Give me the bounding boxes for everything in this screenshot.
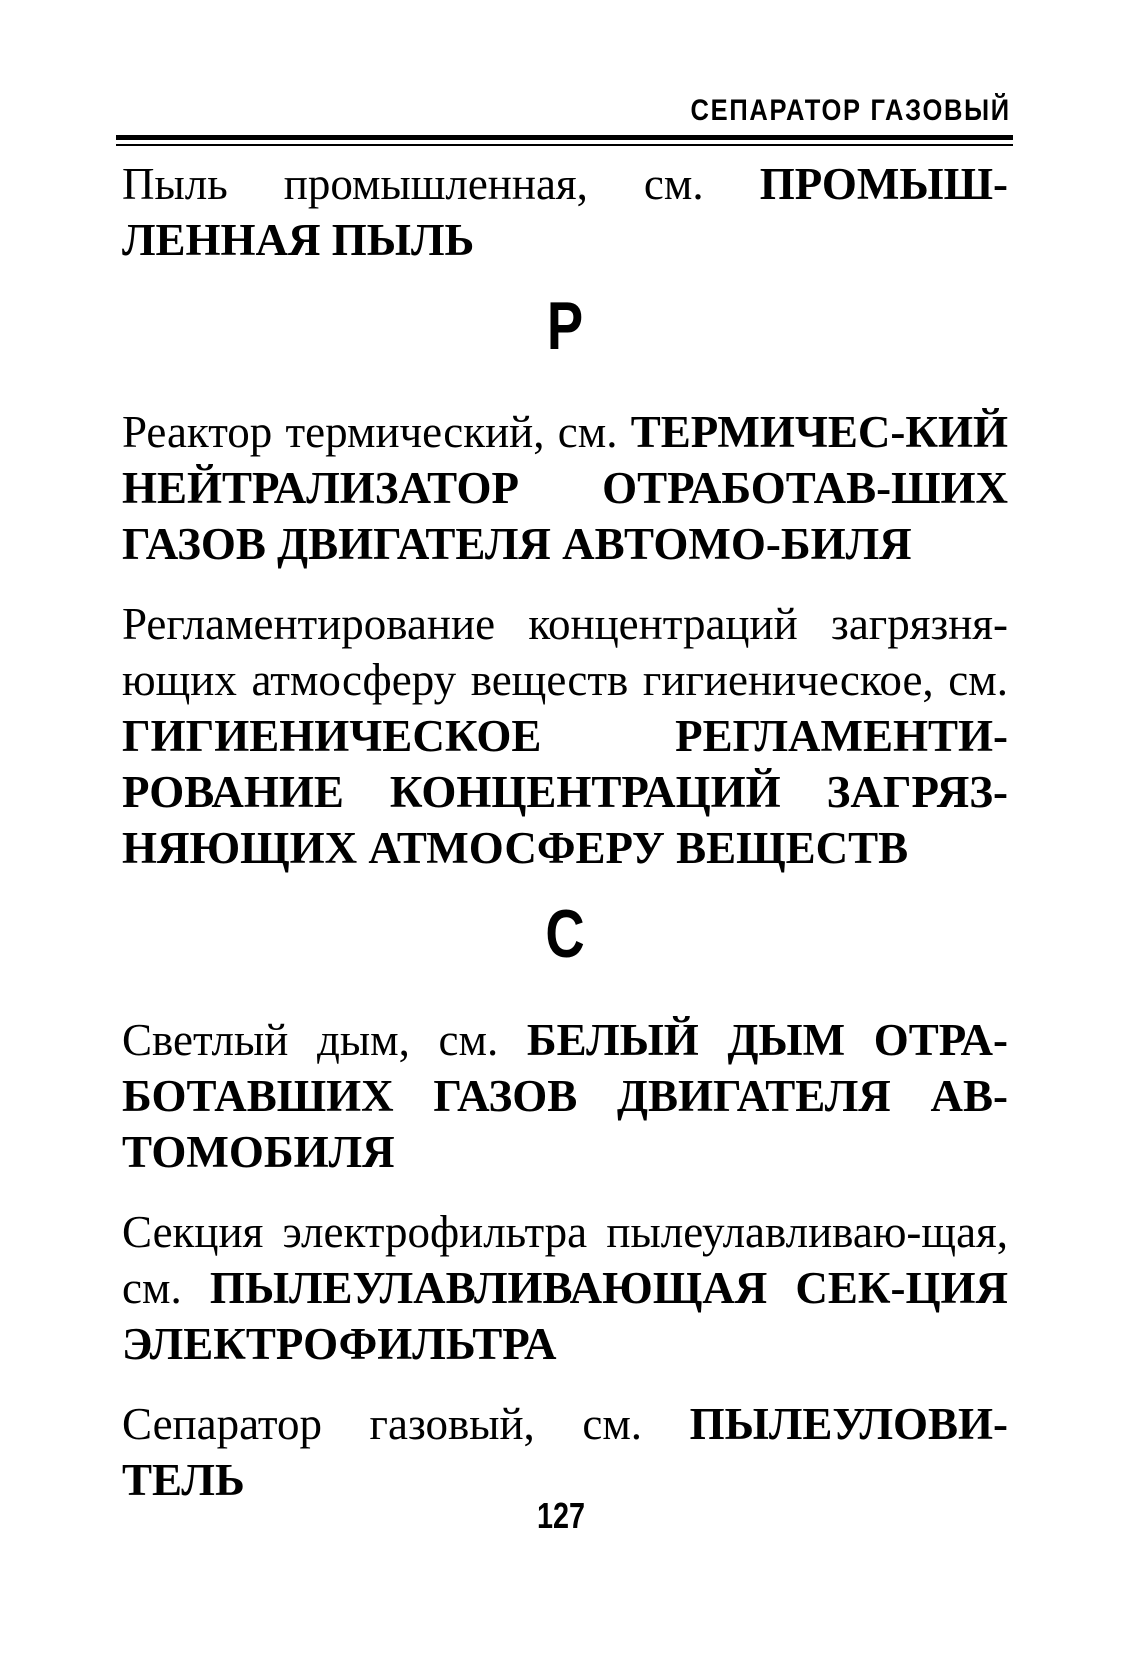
page-number-text: 127 — [537, 1495, 586, 1536]
entry-reference: ГИГИЕНИЧЕСКОЕ РЕГЛАМЕНТИ-РОВАНИЕ КОНЦЕНТРАЦИЙ ЗАГРЯЗ-НЯЮЩИХ АТМОСФЕРУ ВЕЩЕСТВ — [122, 711, 1008, 873]
section-letter-r: Р — [546, 288, 584, 364]
entry-term: Регламентирование концентраций загрязня-ющих атмосферу веществ гигиеническое, см. — [122, 599, 1008, 705]
entry-term: Реактор термический, см. — [122, 407, 618, 457]
header-rule-thick — [116, 135, 1013, 140]
entry-term: Пыль промышленная, см. — [122, 159, 704, 209]
header-rule-thin — [116, 144, 1013, 146]
dictionary-entry — [122, 1012, 1008, 1180]
entry-reference: ТЕРМИЧЕС-КИЙ НЕЙТРАЛИЗАТОР ОТРАБОТАВ-ШИХ ГАЗОВ ДВИГАТЕЛЯ АВТОМО-БИЛЯ — [122, 407, 1008, 569]
page-number — [0, 1495, 1123, 1536]
entry-reference: ПЫЛЕУЛОВИ-ТЕЛЬ — [122, 1399, 1008, 1505]
entry-reference: БЕЛЫЙ ДЫМ ОТРА-БОТАВШИХ ГАЗОВ ДВИГАТЕЛЯ АВ-ТОМОБИЛЯ — [122, 1015, 1008, 1177]
section-letter-s: С — [545, 896, 585, 972]
dictionary-entry — [122, 1204, 1008, 1372]
dictionary-entry — [122, 1396, 1008, 1508]
entry-reference: ПЫЛЕУЛАВЛИВАЮЩАЯ СЕК-ЦИЯ ЭЛЕКТРОФИЛЬТРА — [122, 1263, 1008, 1369]
running-head: СЕПАРАТОР ГАЗОВЫЙ — [690, 94, 1011, 127]
entry-term: Светлый дым, см. — [122, 1015, 499, 1065]
dictionary-entry — [122, 596, 1008, 876]
dictionary-content — [122, 156, 1008, 1536]
entry-reference: ПРОМЫШ-ЛЕННАЯ ПЫЛЬ — [122, 159, 1008, 265]
entry-term: Секция электрофильтра пылеулавливаю-щая, см. — [122, 1207, 1008, 1313]
dictionary-entry — [122, 404, 1008, 572]
dictionary-entry — [122, 156, 1008, 268]
entry-term: Сепаратор газовый, см. — [122, 1399, 643, 1449]
